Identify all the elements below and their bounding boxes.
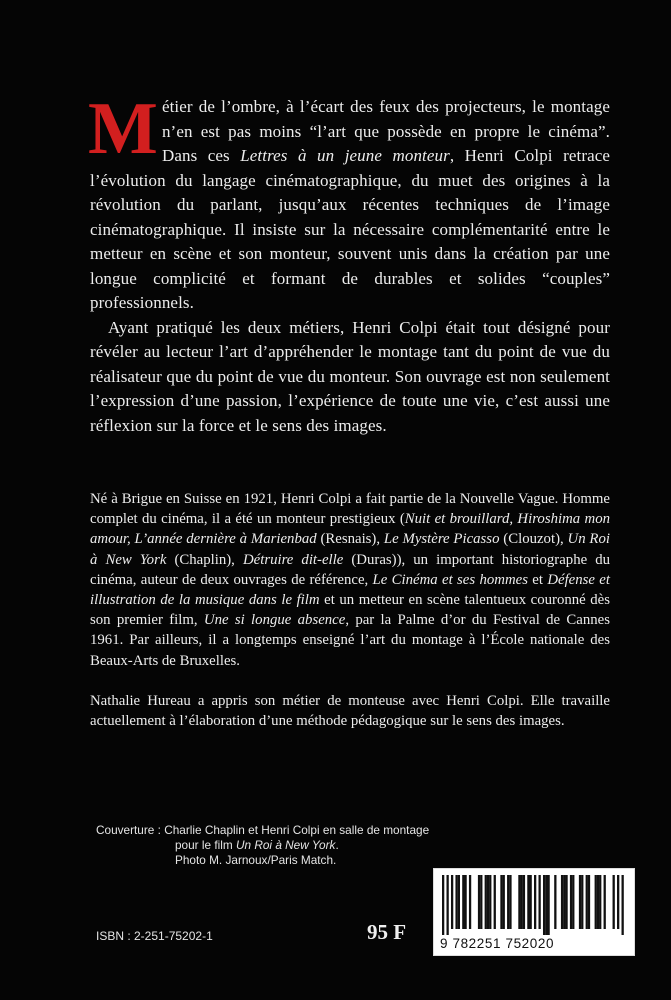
barcode-bar	[478, 875, 480, 929]
credit-line-1: Charlie Chaplin et Henri Colpi en salle de montage	[164, 823, 430, 837]
italic-title-run: Le Mystère Picasso	[383, 531, 500, 548]
drop-cap: M	[88, 88, 158, 170]
italic-title-run: Une si longue absence	[203, 612, 346, 629]
price: 95 F	[367, 920, 407, 944]
barcode-bar	[563, 875, 565, 929]
text-run: (Duras)), un important historiographe du cinéma, auteur de deux ouvrages de référence,	[90, 551, 611, 588]
barcode-bar	[494, 875, 496, 929]
text-run: (Clouzot),	[499, 531, 568, 548]
barcode-bar	[547, 875, 549, 935]
credit-line-2-prefix: pour le film	[175, 838, 236, 852]
credit-label: Couverture :	[96, 823, 161, 837]
barcode-bar	[622, 875, 624, 935]
italic-title-run: Détruire dit-elle	[242, 551, 344, 568]
text-run: (Chaplin),	[166, 551, 243, 568]
barcode-bar	[572, 875, 574, 929]
main-blurb	[88, 88, 611, 438]
barcode-bar	[451, 875, 453, 929]
barcode-bar	[489, 875, 491, 929]
text-run: et un metteur en scène talentueux couronné dès son premier film,	[90, 592, 610, 629]
barcode-bar	[597, 875, 599, 929]
barcode-bar	[507, 875, 509, 929]
barcode-bar	[527, 875, 529, 929]
credit-film-title: Un Roi à New York	[235, 838, 336, 852]
barcode-bar	[613, 875, 615, 929]
barcode-bar	[617, 875, 619, 929]
barcode-bar	[464, 875, 466, 929]
credit-line-2	[96, 838, 516, 853]
blurb-p1-text	[88, 88, 611, 312]
author-bio	[90, 489, 610, 731]
barcode-bar	[487, 875, 489, 929]
blurb-paragraph-2: Ayant pratiqué les deux métiers, Henri Colpi était tout désigné pour révéler au lecteur l’art d’appréhender le montage tant du point de vue du réalisateur que du point de vue du monteur. Son ouvrage est non seulement l’expression d’une passion, l’expérience de toute une vie, c’est aussi une réflexion sur la force et le sens des images.	[90, 317, 610, 435]
barcode-bar	[521, 875, 523, 929]
barcode-bar	[599, 875, 601, 929]
barcode-bar	[588, 875, 590, 929]
barcode-bar	[503, 875, 505, 929]
barcode-bar	[543, 875, 545, 935]
credit-line-2-suffix: .	[335, 838, 339, 852]
barcode-bar	[530, 875, 532, 929]
credit-row-1	[96, 823, 516, 838]
barcode-bar	[462, 875, 464, 929]
barcode-bar	[534, 875, 536, 929]
italic-title-run: Lettres à un jeune monteur	[240, 146, 450, 165]
barcode-bar	[570, 875, 572, 929]
barcode-bar	[595, 875, 597, 929]
barcode-bar	[554, 875, 556, 929]
italic-title-run: Nuit et brouillard, Hiroshima mon amour, L’année dernière à Marienbad	[90, 511, 610, 548]
italic-title-run: Un Roi à New York	[90, 531, 610, 568]
italic-title-run: Défense et illustration de la musique dans le film	[90, 571, 610, 609]
bio-colpi	[90, 489, 610, 671]
barcode-bar	[604, 875, 606, 929]
barcode	[433, 868, 635, 956]
barcode-bar	[455, 875, 457, 929]
blurb-paragraph-1	[88, 88, 611, 316]
text-run: Né à Brigue en Suisse en 1921, Henri Colpi a fait partie de la Nouvelle Vague. Homme complet du cinéma, il a été un monteur prestigieux (	[90, 491, 610, 528]
barcode-bar	[579, 875, 581, 929]
credit-line-3: Photo M. Jarnoux/Paris Match.	[175, 853, 337, 867]
barcode-bar	[480, 875, 482, 929]
text-run: et	[527, 571, 548, 588]
barcode-bar	[561, 875, 563, 929]
barcode-bar	[518, 875, 520, 929]
barcode-bar	[509, 875, 511, 929]
barcode-bar	[500, 875, 502, 929]
barcode-bar	[523, 875, 525, 929]
text-run: , Henri Colpi retrace l’évolution du langage cinématographique, du muet des origines à la révolution du parlant, jusqu’aux récentes techniques de l’image cinématographique. Il insiste sur la nécessaire complémentarité entre le metteur en scène et son monteur, souvent unis dans la création par une longue complicité et formant de durables et solides “couples” professionnels.	[90, 146, 611, 312]
barcode-bar	[485, 875, 487, 929]
barcode-bar	[446, 875, 448, 935]
text-run: (Resnais),	[316, 531, 384, 548]
bio-hureau: Nathalie Hureau a appris son métier de monteuse avec Henri Colpi. Elle travaille actuellement à l’élaboration d’une méthode pédagogique sur le sens des images.	[90, 692, 610, 730]
barcode-bar	[565, 875, 567, 929]
barcode-bars	[442, 875, 626, 935]
text-run: étier de l’ombre, à l’écart des feux des projecteurs, le montage n’en est pas moins “l’art que possède en propre le cinéma”. Dans ces	[161, 97, 610, 165]
barcode-bar	[469, 875, 471, 929]
barcode-digits: 9 782251 752020	[440, 936, 555, 951]
text-run: , par la Palme d’or du Festival de Cannes 1961. Par ailleurs, il a longtemps enseigné l’art du montage à l’École nationale des Beaux-Arts de Bruxelles.	[90, 612, 610, 669]
barcode-bar	[458, 875, 460, 929]
barcode-bar	[442, 875, 444, 935]
isbn: ISBN : 2-251-75202-1	[96, 929, 213, 943]
barcode-bar	[586, 875, 588, 929]
cover-credit	[96, 823, 516, 868]
barcode-bar	[581, 875, 583, 929]
barcode-bar	[538, 875, 540, 929]
italic-title-run: Le Cinéma et ses hommes	[372, 571, 528, 588]
barcode-bar	[545, 875, 547, 935]
